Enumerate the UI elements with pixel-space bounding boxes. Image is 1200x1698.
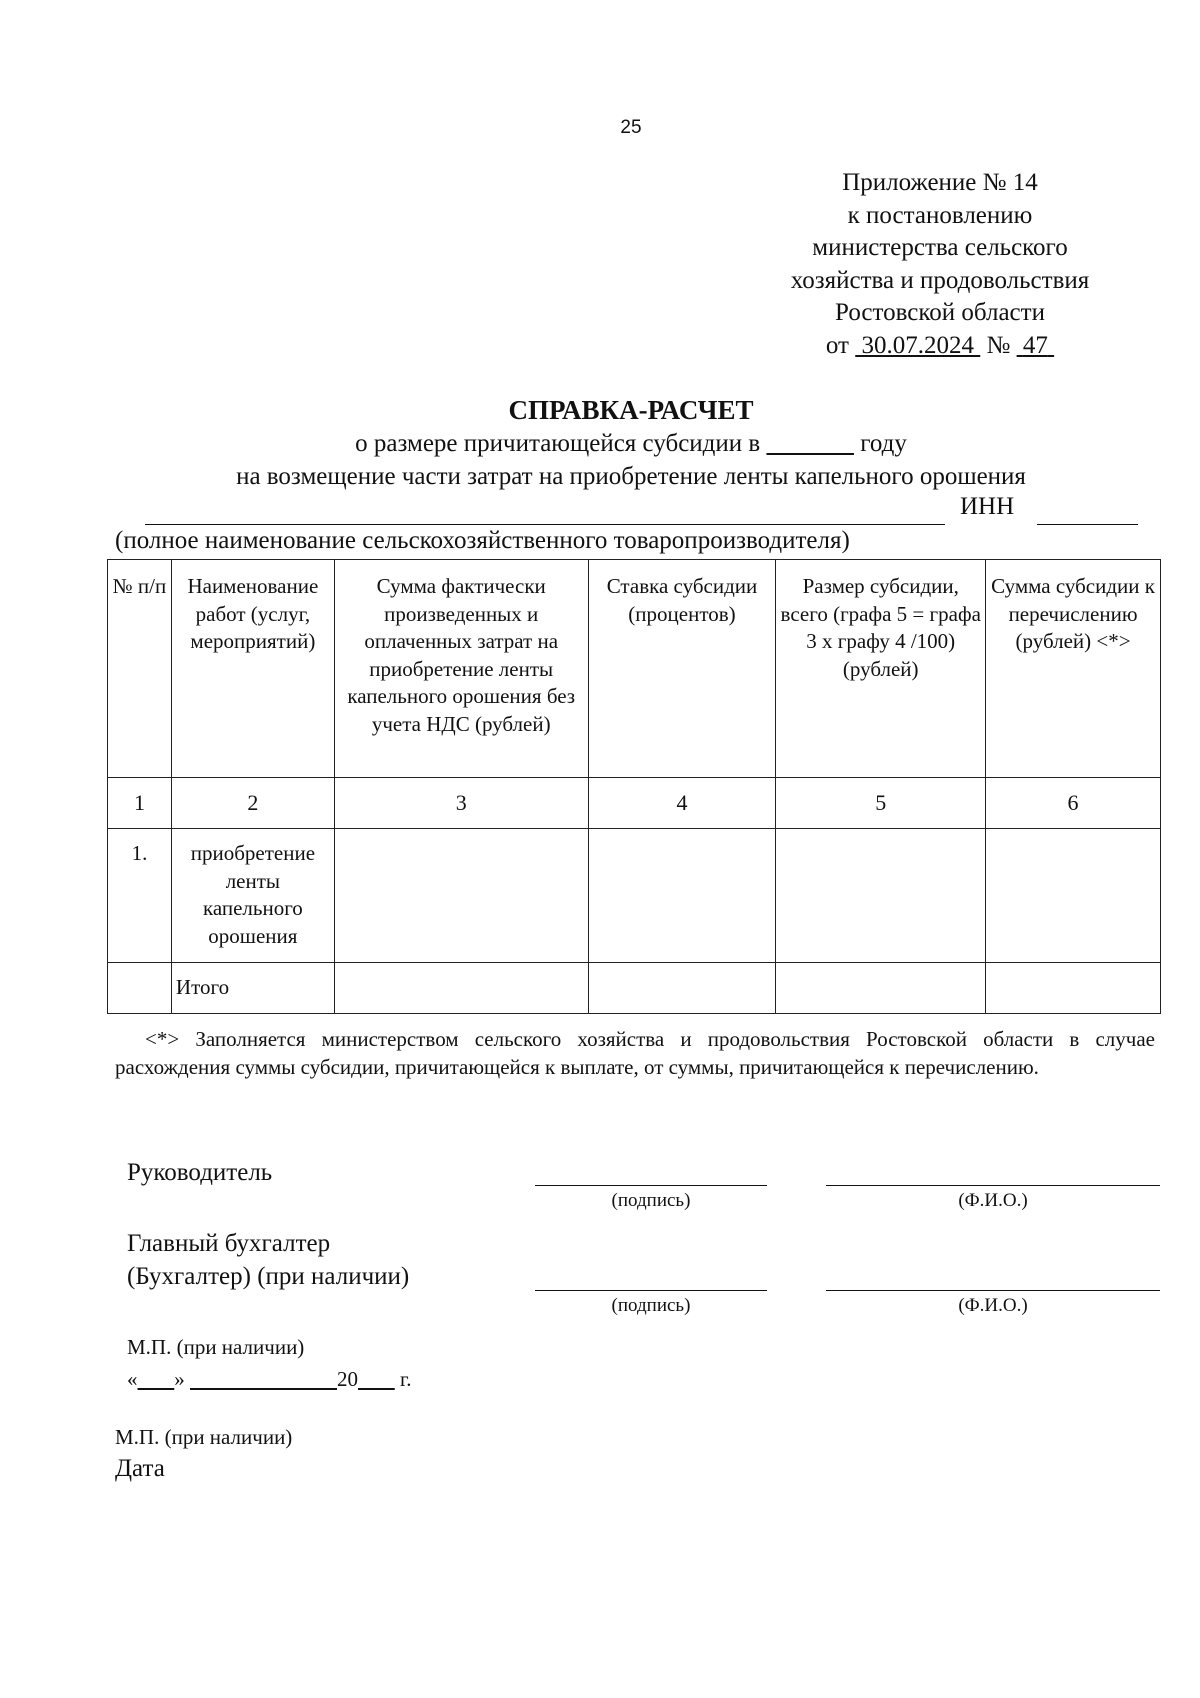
producer-name-blank bbox=[145, 524, 945, 525]
total-transfer bbox=[986, 963, 1161, 1014]
subtitle-line-1: о размере причитающейся субсидии в году bbox=[355, 430, 907, 457]
appendix-line-2: к постановлению bbox=[847, 201, 1033, 229]
head-signature-caption: (подпись) bbox=[611, 1190, 691, 1211]
column-number: 4 bbox=[588, 778, 776, 829]
stamp-label-1: М.П. (при наличии) bbox=[127, 1335, 305, 1359]
number-label: № bbox=[986, 331, 1011, 359]
footnote: <*> Заполняется министерством сельского хозяйства и продовольствия Ростовской области в случае расхождения суммы субсидии, причитающейся к выплате, от суммы, причитающейся к перечислению. bbox=[115, 1027, 1155, 1079]
calculation-table bbox=[107, 559, 1161, 1014]
accountant-name-caption: (Ф.И.О.) bbox=[958, 1295, 1028, 1316]
header-cell: № п/п bbox=[108, 560, 172, 778]
appendix-line-5: Ростовской области bbox=[835, 299, 1045, 326]
column-number: 1 bbox=[108, 778, 172, 829]
column-number: 6 bbox=[986, 778, 1161, 829]
page-number: 25 bbox=[620, 117, 642, 138]
total-subsidy bbox=[776, 963, 986, 1014]
cell-rate bbox=[588, 829, 776, 963]
table-header-row bbox=[108, 560, 1161, 778]
head-label: Руководитель bbox=[127, 1159, 273, 1186]
accountant-label-2: (Бухгалтер) (при наличии) bbox=[127, 1263, 410, 1290]
row-work-name: приобретение ленты капельного орошения bbox=[171, 829, 334, 963]
appendix-date-line bbox=[740, 330, 1140, 363]
head-signature-line bbox=[535, 1185, 767, 1186]
from-label: от bbox=[825, 331, 849, 359]
cell-subsidy-total bbox=[776, 829, 986, 963]
date-fill-line: « » 20 г. bbox=[127, 1367, 412, 1391]
stamp-label-2: М.П. (при наличии) bbox=[115, 1425, 293, 1449]
row-number: 1. bbox=[108, 829, 172, 963]
header-cell: Сумма субсидии к перечислению (рублей) <*> bbox=[986, 560, 1161, 778]
head-name-line bbox=[826, 1185, 1160, 1186]
column-number: 5 bbox=[776, 778, 986, 829]
total-rate bbox=[588, 963, 776, 1014]
inn-blank bbox=[1037, 524, 1138, 525]
table-row bbox=[108, 829, 1161, 963]
subtitle-line-2: на возмещение части затрат на приобретение ленты капельного орошения bbox=[236, 463, 1026, 490]
total-label: Итого bbox=[171, 963, 334, 1014]
column-number-row bbox=[108, 778, 1161, 829]
cell-costs bbox=[334, 829, 588, 963]
total-costs bbox=[334, 963, 588, 1014]
year-blank bbox=[766, 430, 854, 457]
cell-subsidy-transfer bbox=[986, 829, 1161, 963]
inn-label: ИНН bbox=[960, 493, 1015, 520]
appendix-line-1: Приложение № 14 bbox=[842, 169, 1038, 196]
decree-number: 47 bbox=[1022, 331, 1048, 359]
accountant-signature-caption: (подпись) bbox=[611, 1295, 691, 1316]
head-name-caption: (Ф.И.О.) bbox=[958, 1190, 1028, 1211]
header-cell: Ставка субсидии (процентов) bbox=[588, 560, 776, 778]
appendix-line-4: хозяйства и продовольствия bbox=[790, 266, 1090, 294]
appendix-line-3: министерства сельского bbox=[812, 234, 1068, 261]
accountant-name-line bbox=[826, 1290, 1160, 1291]
document-title: СПРАВКА-РАСЧЕТ bbox=[508, 395, 754, 425]
accountant-label-1: Главный бухгалтер bbox=[127, 1230, 331, 1257]
date-label: Дата bbox=[115, 1455, 165, 1482]
total-row bbox=[108, 963, 1161, 1014]
header-cell: Размер субсидии, всего (графа 5 = графа 3 х графу 4 /100) (рублей) bbox=[776, 560, 986, 778]
column-number: 3 bbox=[334, 778, 588, 829]
appendix-header bbox=[740, 167, 1140, 362]
header-cell: Наименование работ (услуг, мероприятий) bbox=[171, 560, 334, 778]
header-cell: Сумма фактически произведенных и оплаченных затрат на приобретение ленты капельного орошения без учета НДС (рублей) bbox=[334, 560, 588, 778]
decree-date: 30.07.2024 bbox=[861, 331, 974, 359]
column-number: 2 bbox=[171, 778, 334, 829]
producer-name-caption: (полное наименование сельскохозяйственного товаропроизводителя) bbox=[115, 527, 850, 554]
accountant-signature-line bbox=[535, 1290, 767, 1291]
total-num-cell bbox=[108, 963, 172, 1014]
